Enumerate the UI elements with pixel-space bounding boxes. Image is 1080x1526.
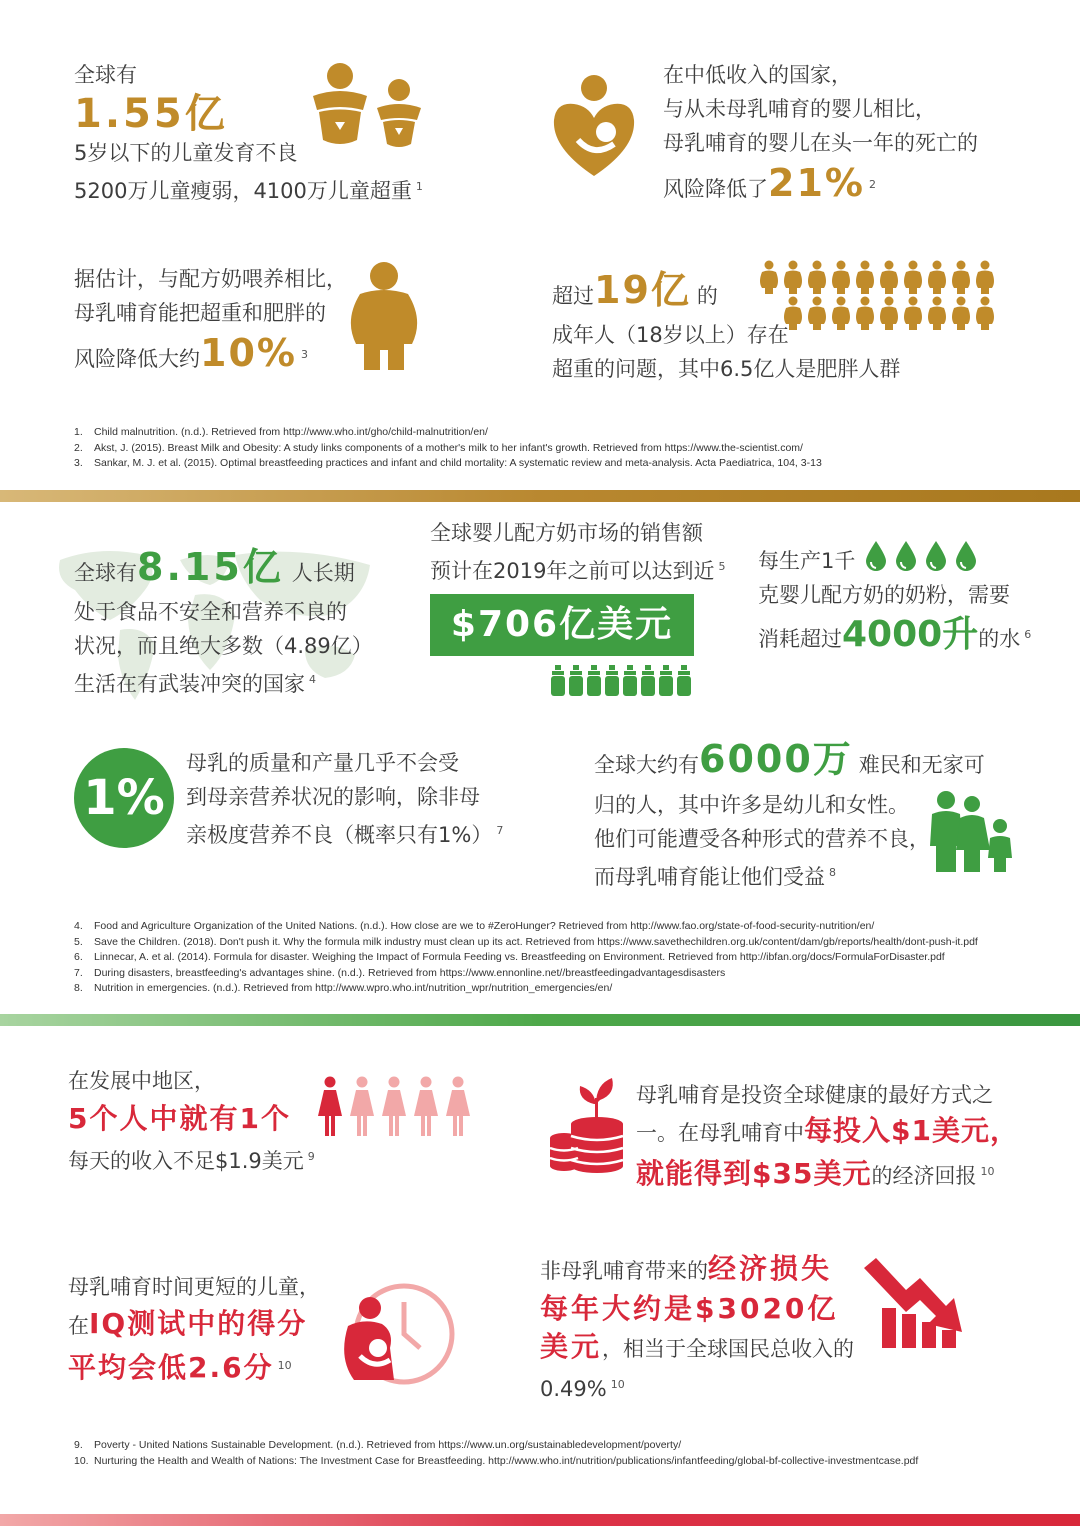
footnote-ref: 9 — [307, 1150, 315, 1163]
text-line: 就能得到$35美元的经济回报 $^{10}$ — [636, 1157, 995, 1190]
stat-highlight: 美元 — [540, 1330, 603, 1363]
text-line: 母乳哺育时间更短的儿童， — [68, 1275, 320, 1299]
stat-block-food-insecurity — [74, 545, 373, 701]
text-line: 一。在母乳哺育中每投入$1美元， — [636, 1114, 1019, 1147]
reference: 7. During disasters, breastfeeding's advantages shine. (n.d.). Retrieved from https://www.ennonline.net//breastfeedingadvantagesdisasters — [74, 966, 726, 979]
references-1 — [74, 425, 822, 472]
text-line: 5岁以下的儿童发育不良 — [74, 141, 298, 165]
reference: 1. Child malnutrition. (n.d.). Retrieved from http://www.who.int/gho/child-malnutrition/en/ — [74, 426, 488, 438]
stat-block-formula-market — [430, 516, 725, 588]
text-line: 归的人，其中许多是幼儿和女性。 — [594, 793, 909, 817]
reference: 10. Nurturing the Health and Wealth of Nations: The Investment Case for Breastfeeding. http://www.who.int/nutrition/publications/infantfeeding/global-bf-collective-investmentcase.pdf — [74, 1454, 919, 1467]
green-divider — [0, 1014, 1080, 1026]
reference: 4. Food and Agriculture Organization of the United Nations. (n.d.). How close are we to #ZeroHunger? Retrieved from http://www.fao.org/state-of-food-security-nutrition/en/ — [74, 920, 875, 932]
stat-highlight: IQ测试中的得分 — [89, 1307, 308, 1340]
text-line: 在IQ测试中的得分 — [68, 1307, 308, 1340]
stat-block-economic-loss — [540, 1250, 854, 1406]
text-line: 非母乳哺育带来的经济损失 — [540, 1252, 833, 1285]
footnote-ref: 4 — [309, 673, 316, 686]
text-line: 超重的问题，其中6.5亿人是肥胖人群 — [552, 357, 901, 381]
reference: 2. Akst, J. (2015). Breast Milk and Obesity: A study links components of a mother's milk to her infant's growth. Retrieved from https://www.the-scientist.com/ — [74, 441, 803, 454]
footnote-ref: 8 — [829, 866, 836, 879]
text-line: 母乳哺育能把超重和肥胖的 — [74, 301, 326, 325]
mother-baby-heart-icon — [548, 74, 640, 178]
stat-block-iq — [68, 1270, 320, 1390]
text-line: 消耗超过4000升的水 $^6$ — [758, 614, 1032, 655]
text-line: 成年人（18岁以上）存在 — [552, 323, 789, 347]
text-line: 亲极度营养不良（概率只有1%） $^7$ — [186, 823, 504, 847]
reference: 3. Sankar, M. J. et al. (2015). Optimal breastfeeding practices and infant and child mortality: A systematic review and meta-analysis. Acta Paediatrica, 104, 3-13 — [74, 457, 822, 469]
text-line: 处于食品不安全和营养不良的 — [74, 600, 347, 624]
reference: 9. Poverty - United Nations Sustainable Development. (n.d.). Retrieved from https://www.un.org/sustainabledevelopment/poverty/ — [74, 1439, 682, 1451]
declining-chart-icon — [862, 1258, 966, 1350]
footnote-ref: 5 — [718, 560, 726, 573]
text-line: 他们可能遭受各种形式的营养不良， — [594, 827, 930, 851]
coins-sprout-icon — [548, 1074, 626, 1174]
footnote-ref: 3 — [300, 348, 308, 361]
red-divider — [0, 1514, 1080, 1526]
footnote-ref: 10 — [610, 1378, 625, 1391]
footnote-ref: 2 — [868, 178, 876, 191]
stat-block-overweight-risk — [74, 262, 347, 382]
toddlers-icon — [305, 62, 425, 154]
footnote-ref: 10 — [277, 1359, 292, 1372]
text-line: 美元，相当于全球国民总收入的 — [540, 1330, 855, 1363]
stat-number: 1.55亿 — [74, 91, 228, 137]
text-line — [68, 1346, 320, 1390]
reference: 5. Save the Children. (2018). Don't push it. Why the formula milk industry must clean up its act. Retrieved from https://www.savethechildren.org.uk/content/dam/gb/reports/health/dont-push-it.pdf — [74, 935, 978, 948]
people-grid-icon — [758, 260, 998, 332]
text-line: 状况，而且绝大多数（4.89亿） — [74, 634, 373, 658]
gold-divider — [0, 490, 1080, 502]
stat-number: 19亿 — [594, 268, 691, 312]
footnote-ref: 1 — [415, 180, 423, 193]
text-line: 每天的收入不足$1.9美元 $^9$ — [68, 1149, 315, 1173]
text-line: 在中低收入的国家， — [663, 63, 852, 87]
text-line: 母乳的质量和产量几乎不会受 — [186, 751, 459, 775]
stat-block-poverty — [68, 1064, 315, 1178]
text-line: 据估计，与配方奶喂养相比， — [74, 267, 347, 291]
text-line: 而母乳哺育能让他们受益 $^8$ — [594, 865, 836, 889]
stat-number: 6000万 — [699, 737, 853, 781]
text-line: 风险降低大约10% $^3$ — [74, 331, 308, 375]
text-line: 到母亲营养状况的影响，除非母 — [186, 785, 480, 809]
text-line: 全球有 — [74, 63, 137, 87]
water-drops-icon — [864, 540, 980, 572]
stat-block-mortality — [663, 58, 978, 212]
overweight-person-icon — [344, 260, 424, 372]
stat-highlight: 经济损失 — [708, 1252, 833, 1285]
stat-block-investment — [636, 1078, 1019, 1196]
text-line: 克婴儿配方奶的奶粉，需要 — [758, 583, 1010, 607]
one-percent-circle: 1% — [74, 748, 174, 848]
reference: 6. Linnecar, A. et al. (2014). Formula for disaster. Weighing the Impact of Formula Feeding vs. Breastfeeding on Environment. Retrieved from http://ibfan.org/docs/FormulaForDisaster.pdf — [74, 951, 945, 963]
references-3 — [74, 1438, 918, 1469]
text-line: 5200万儿童瘦弱，4100万儿童超重 $^1$ — [74, 179, 423, 203]
reference: 8. Nutrition in emergencies. (n.d.). Retrieved from http://www.wpro.who.int/nutrition_wpr/nutrition_emergencies/en/ — [74, 982, 613, 994]
text-line: 在发展中地区， — [68, 1069, 215, 1093]
references-2 — [74, 919, 978, 997]
mother-clock-icon — [334, 1282, 456, 1386]
stat-number: 4000升 — [842, 614, 979, 655]
market-value-badge: $706亿美元 — [430, 594, 694, 656]
text-line: 全球大约有6000万 难民和无家可 — [594, 737, 985, 781]
women-figures-icon — [316, 1076, 472, 1138]
text-line: 超过19亿 的 — [552, 268, 718, 312]
family-icon — [926, 790, 1016, 874]
text-line: 母乳哺育的婴儿在头一年的死亡的 — [663, 131, 978, 155]
stat-highlight: 每投入$1美元， — [804, 1114, 1019, 1147]
footnote-ref: 6 — [1024, 628, 1032, 641]
stat-number: 8.15亿 — [137, 545, 284, 589]
text-line: 与从未母乳哺育的婴儿相比， — [663, 97, 936, 121]
stat-highlight: 平均会低2.6分 — [68, 1351, 274, 1384]
stat-highlight: 就能得到$35美元 — [636, 1157, 872, 1190]
stat-number: 10% — [200, 331, 297, 375]
text-line: 生活在有武装冲突的国家 $^4$ — [74, 672, 316, 696]
text-line: 全球婴儿配方奶市场的销售额 — [430, 521, 703, 545]
text-line: 每生产1千 — [758, 549, 856, 573]
text-line: 0.49% $^{10}$ — [540, 1377, 625, 1401]
stat-number: 21% — [768, 161, 865, 205]
text-line: 预计在2019年之前可以达到近 $^5$ — [430, 559, 726, 583]
footnote-ref: 10 — [980, 1165, 995, 1178]
text-line: 风险降低了21% $^2$ — [663, 161, 876, 205]
stat-highlight: 每年大约是$3020亿 — [540, 1292, 839, 1325]
stat-block-milk-quality — [186, 746, 503, 852]
footnote-ref: 7 — [496, 824, 504, 837]
baby-bottles-icon — [550, 665, 695, 697]
text-line: 母乳哺育是投资全球健康的最好方式之 — [636, 1083, 993, 1107]
stat-number: 5个人中就有1个 — [68, 1102, 291, 1135]
text-line: 全球有8.15亿 人长期 — [74, 545, 355, 589]
